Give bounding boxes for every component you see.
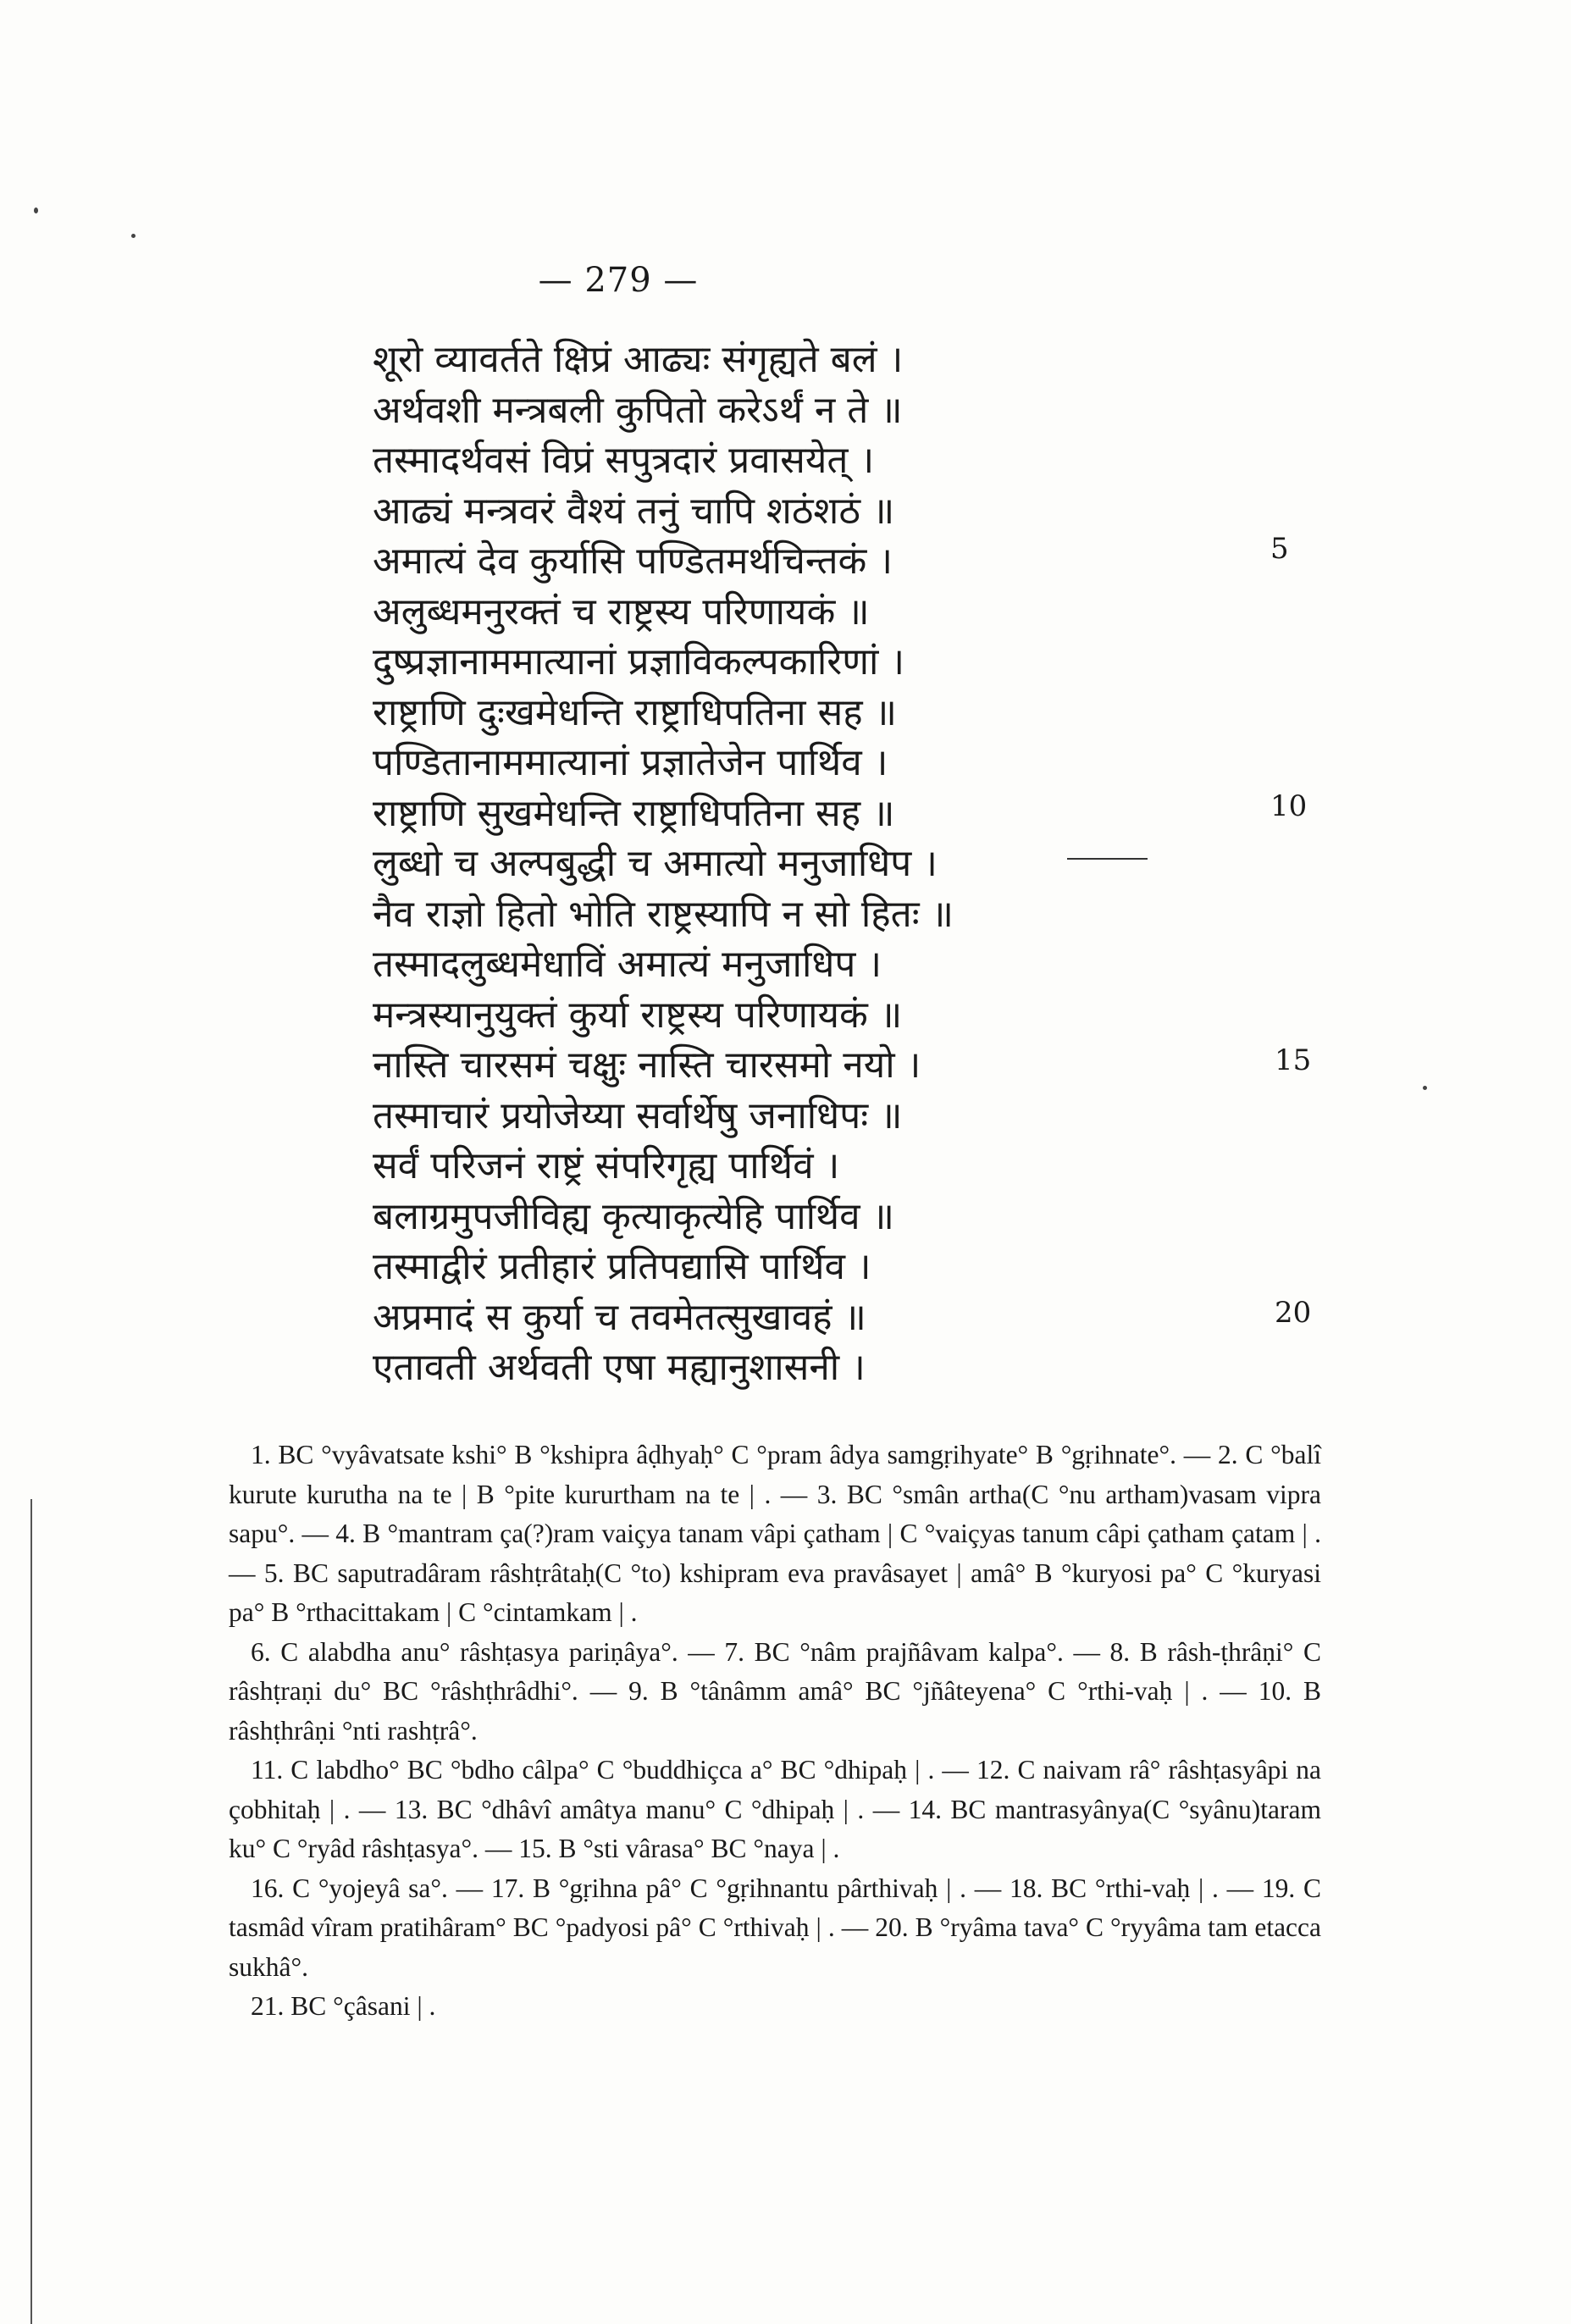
ink-speck	[1423, 1086, 1427, 1090]
footnotes	[229, 1436, 1321, 2027]
line-number-15: 15	[1275, 1043, 1312, 1077]
footnote-paragraph: 6. C alabdha anu° râshṭasya pariṇâya°. — 7. BC °nâm prajñâvam kalpa°. — 8. B râsh-ṭhrâṇi° C râshṭraṇi du° BC °râshṭhrâdhi°. — 9. B °tânâmm amâ° BC °jñâteyena° C °rthi-vaḥ | . — 10. B râshṭhrâṇi °nti rashṭrâ°.	[229, 1636, 1321, 1746]
verse-line-5: अमात्यं देव कुर्यासि पण्डितमर्थचिन्तकं ।	[373, 540, 893, 583]
verse-line-17: सर्वं परिजनं राष्ट्रं संपरिगृह्य पार्थिवं ।	[373, 1144, 840, 1187]
footnote-paragraph: 1. BC °vyâvatsate kshi° B °kshipra âḍhyaḥ° C °pram âdya samgṛihyate° B °gṛihnate°. — 2. C °balî kurute kurutha na te | B °pite kururtham na te | . — 3. BC °smân artha(C °nu artham)vasam vipra sapu°. — 4. B °mantram ça(?)ram vaiçya tanam vâpi çatham | C °vaiçyas tanum câpi çatham çatam | . — 5. BC saputradâram râshṭrâtaḥ(C °to) kshipram eva pravâsayet | amâ° B °kuryosi pa° C °kuryasi pa° B °rthacittakam | C °cintamkam | .	[229, 1440, 1321, 1627]
verse-line-14: मन्त्रस्यानुयुक्तं कुर्या राष्ट्रस्य परिणायकं ॥	[373, 993, 903, 1037]
verse-line-4: आढ्यं मन्त्रवरं वैश्यं तनुं चापि शठंशठं ॥	[373, 489, 895, 533]
verse-line-3: तस्मादर्थवसं विप्रं सपुत्रदारं प्रवासयेत् ।	[373, 439, 875, 482]
verse-line-16: तस्माचारं प्रयोजेय्या सर्वार्थेषु जनाधिपः ॥	[373, 1093, 903, 1137]
line-number-5: 5	[1270, 532, 1289, 566]
footnote-paragraph: 16. C °yojeyâ sa°. — 17. B °gṛihna pâ° C °gṛihnantu pârthivaḥ | . — 18. BC °rthi-vaḥ | . — 19. C tasmâd vîram pratihâram° BC °padyosi pâ° C °rthivaḥ | . — 20. B °ryâma tava° C °ryyâma tam etacca sukhâ°.	[229, 1873, 1321, 1982]
verse-line-12: नैव राज्ञो हितो भोति राष्ट्रस्यापि न सो हितः ॥	[373, 892, 954, 936]
line-number-20: 20	[1275, 1296, 1312, 1330]
verse-line-15: नास्ति चारसमं चक्षुः नास्ति चारसमो नयो ।	[373, 1043, 921, 1087]
ink-speck	[34, 208, 38, 213]
verse-line-7: दुष्प्रज्ञानाममात्यानां प्रज्ञाविकल्पकारिणां ।	[373, 640, 905, 683]
page-number: — 279 —	[538, 261, 699, 300]
footnote-paragraph: 11. C labdho° BC °bdho câlpa° C °buddhiçca a° BC °dhipaḥ | . — 12. C naivam râ° râshṭasyâpi na çobhitaḥ | . — 13. BC °dhâvî amâtya manu° C °dhipaḥ | . — 14. BC mantrasyânya(C °syânu)taram ku° C °ryâd râshṭasya°. — 15. B °sti vârasa° BC °naya | .	[229, 1755, 1321, 1863]
footnote-paragraph: 21. BC °çâsani | .	[251, 1991, 436, 2021]
verse-line-11: लुब्धो च अल्पबुद्धी च अमात्यो मनुजाधिप ।	[373, 842, 938, 885]
verse-line-13: तस्मादलुब्धमेधाविं अमात्यं मनुजाधिप ।	[373, 943, 882, 986]
binding-edge-line	[30, 1499, 32, 2324]
line-number-10: 10	[1270, 789, 1308, 823]
verse-line-10: राष्ट्राणि सुखमेधन्ति राष्ट्राधिपतिना सह ॥	[373, 791, 895, 835]
verse-line-2: अर्थवशी मन्त्रबली कुपितो करेऽर्थं न ते ॥	[373, 388, 903, 432]
verse-line-8: राष्ट्राणि दुःखमेधन्ति राष्ट्राधिपतिना सह ॥	[373, 690, 897, 734]
verse-line-9: पण्डितानाममात्यानां प्रज्ञातेजेन पार्थिव ।	[373, 741, 888, 784]
verse-line-20: अप्रमादं स कुर्या च तवमेतत्सुखावहं ॥	[373, 1295, 866, 1339]
verse-line-19: तस्माद्वीरं प्रतीहारं प्रतिपद्यासि पार्थिव ।	[373, 1245, 871, 1288]
margin-dash	[1067, 858, 1148, 860]
verse-line-21: एतावती अर्थवती एषा मह्यानुशासनी ।	[373, 1346, 866, 1389]
verse-line-18: बलाग्रमुपजीविह्य कृत्याकृत्येहि पार्थिव ॥	[373, 1194, 894, 1238]
verse-line-1: शूरो व्यावर्तते क्षिप्रं आढ्यः संगृह्यते बलं ।	[373, 338, 904, 381]
verse-line-6: अलुब्धमनुरक्तं च राष्ट्रस्य परिणायकं ॥	[373, 589, 870, 634]
ink-speck	[131, 234, 136, 238]
verse-block	[373, 335, 1084, 1393]
